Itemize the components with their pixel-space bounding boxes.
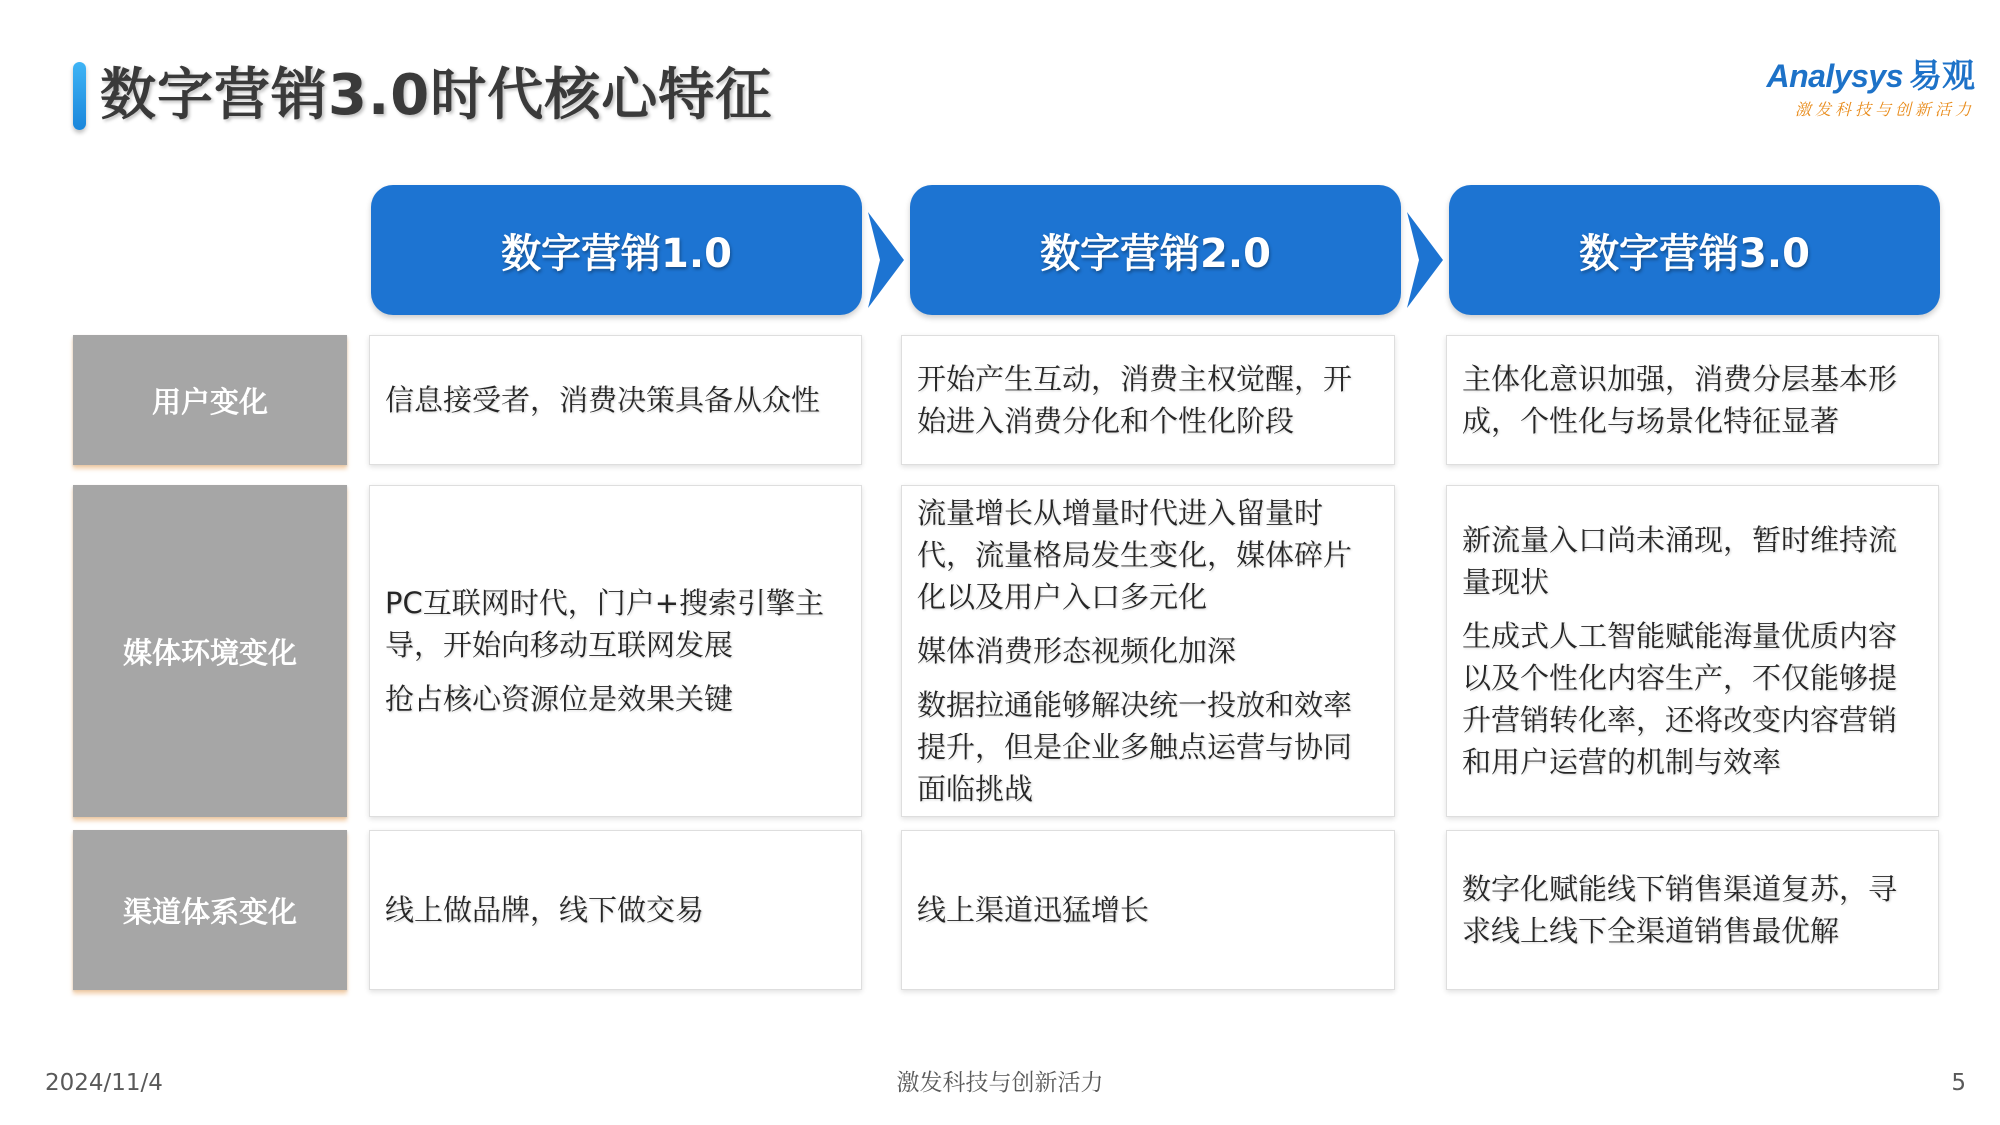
footer-slogan: 激发科技与创新活力: [896, 1070, 1104, 1096]
cell-user-stage1: [369, 335, 862, 465]
logo-wordmark: [1745, 56, 1975, 96]
logo-brand-cn: 易观: [1909, 56, 1975, 95]
row-label-media: 媒体环境变化: [73, 485, 347, 817]
chevron-right-icon: [1407, 212, 1443, 308]
cell-channel-stage1: [369, 830, 862, 990]
cell-user-stage3: [1446, 335, 1939, 465]
cell-text: 开始产生互动，消费主权觉醒，开始进入消费分化和个性化阶段: [917, 362, 1353, 438]
cell-text: 数据拉通能够解决统一投放和效率提升，但是企业多触点运营与协同面临挑战: [917, 688, 1353, 806]
cell-text: 线上做品牌，线下做交易: [385, 893, 705, 927]
cell-text: PC互联网时代，门户+搜索引擎主导，开始向移动互联网发展: [385, 586, 825, 662]
stage-header-3: 数字营销3.0: [1449, 185, 1940, 315]
cell-user-stage2: [901, 335, 1395, 465]
company-logo: [1745, 56, 1975, 122]
page-title: 数字营销3.0时代核心特征: [100, 63, 773, 128]
cell-media-stage3: [1446, 485, 1939, 817]
cell-channel-stage2: [901, 830, 1395, 990]
cell-channel-stage3: [1446, 830, 1939, 990]
row-label-user: 用户变化: [73, 335, 347, 465]
title-accent-bar: [73, 62, 86, 130]
cell-text: 抢占核心资源位是效果关键: [385, 682, 734, 716]
logo-tagline: 激发科技与创新活力: [1794, 100, 1975, 119]
cell-text: 媒体消费形态视频化加深: [917, 634, 1237, 668]
cell-text: 信息接受者，消费决策具备从众性: [385, 383, 821, 417]
stage-header-1: 数字营销1.0: [371, 185, 862, 315]
cell-text: 生成式人工智能赋能海量优质内容以及个性化内容生产，不仅能够提升营销转化率，还将改变内容营销和用户运营的机制与效率: [1462, 619, 1898, 779]
stage-header-2: 数字营销2.0: [910, 185, 1401, 315]
footer-date: 2024/11/4: [45, 1070, 163, 1096]
cell-text: 线上渠道迅猛增长: [917, 893, 1150, 927]
cell-text: 新流量入口尚未涌现，暂时维持流量现状: [1462, 523, 1898, 599]
cell-text: 主体化意识加强，消费分层基本形成，个性化与场景化特征显著: [1462, 362, 1898, 438]
page-number: 5: [1951, 1070, 1966, 1096]
row-label-channel: 渠道体系变化: [73, 830, 347, 990]
cell-media-stage2: [901, 485, 1395, 817]
chevron-right-icon: [868, 212, 904, 308]
cell-text: 流量增长从增量时代进入留量时代，流量格局发生变化，媒体碎片化以及用户入口多元化: [917, 496, 1353, 614]
logo-brand-en: Analysys: [1766, 58, 1903, 94]
cell-text: 数字化赋能线下销售渠道复苏，寻求线上线下全渠道销售最优解: [1462, 872, 1898, 948]
cell-media-stage1: [369, 485, 862, 817]
